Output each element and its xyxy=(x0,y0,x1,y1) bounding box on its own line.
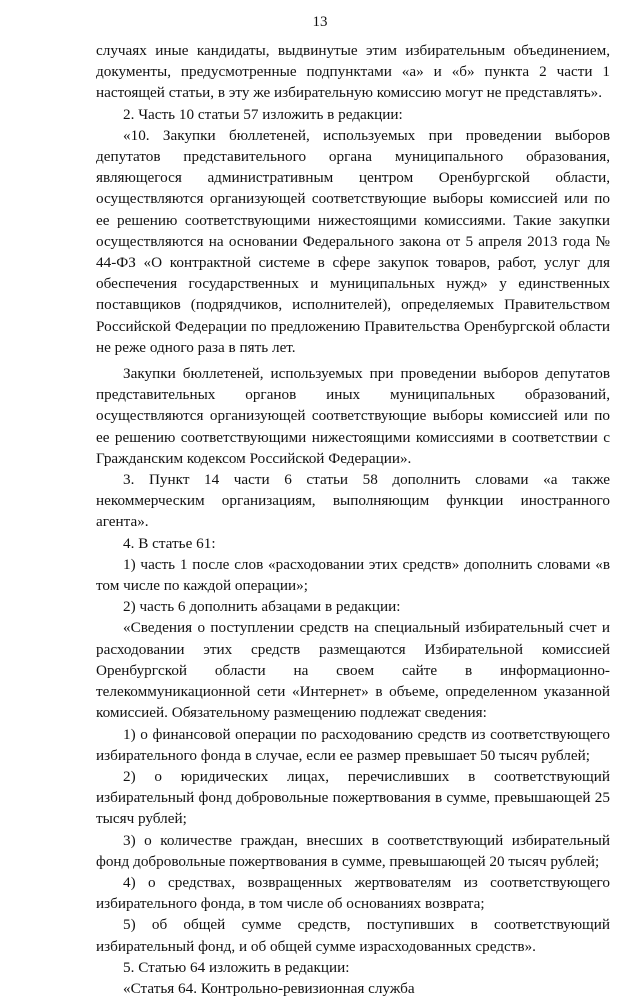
paragraph-6: 4. В статье 61: xyxy=(123,534,216,552)
paragraph-3: «10. Закупки бюллетеней, используемых при проведении выборов депутатов представительного органа муниципального образования, являющегося административным центром Оренбургской области, осуществляются организующей соответствующие выборы комиссией или по ее решению соответствующими нижестоящими комиссиями. Такие закупки осуществляются на основании Федерального закона от 5 апреля 2013 года № 44-ФЗ «О контрактной системе в сфере закупок товаров, работ, услуг для обеспечения государственных и муниципальных нужд» у единственных поставщиков (подрядчиков, исполнителей), определяемых Правительством Российской Федерации по предложению Правительства Оренбургской области не реже одного раза в пять лет. xyxy=(96,126,610,356)
paragraph-14: 5) об общей сумме средств, поступивших в соответствующий избирательный фонд, и об общей сумме израсходованных средств». xyxy=(96,916,610,955)
paragraph-1: случаях иные кандидаты, выдвинутые этим избирательным объединением, документы, предусмотренные подпунктами «а» и «б» пункта 2 части 1 настоящей статьи, в эту же избирательную комиссию могут не представлять». xyxy=(96,42,610,102)
paragraph-11: 2) о юридических лицах, перечисливших в соответствующий избирательный фонд добровольные пожертвования в сумме, превышающей 25 тысяч рублей; xyxy=(96,767,610,828)
paragraph-16: «Статья 64. Контрольно-ревизионная служба xyxy=(123,979,415,997)
paragraph-13: 4) о средствах, возвращенных жертвователям из соответствующего избирательного фонда, в том числе об основаниях возврата; xyxy=(96,873,610,913)
page-number: 13 xyxy=(312,14,328,30)
paragraph-15: 5. Статью 64 изложить в редакции: xyxy=(123,958,350,976)
paragraph-12: 3) о количестве граждан, внесших в соответствующий избирательный фонд добровольные пожертвования в сумме, превышающей 20 тысяч рублей; xyxy=(96,831,610,870)
paragraph-10: 1) о финансовой операции по расходованию средств из соответствующего избирательного фонда в случае, если ее размер превышает 50 тысяч рублей; xyxy=(96,725,610,764)
paragraph-5: 3. Пункт 14 части 6 статьи 58 дополнить словами «а также некоммерческим организациям, выполняющим функции иностранного агента». xyxy=(96,471,610,531)
paragraph-2: 2. Часть 10 статьи 57 изложить в редакции: xyxy=(123,105,403,123)
paragraph-4: Закупки бюллетеней, используемых при проведении выборов депутатов представительных органов иных муниципальных образований, осуществляются организующей соответствующие выборы комиссией или по ее решению соответствующими нижестоящими комиссиями в соответствии с Гражданским кодексом Российской Федерации». xyxy=(96,365,610,467)
paragraph-9: «Сведения о поступлении средств на специальный избирательный счет и расходовании этих средств размещаются Избирательной комиссией Оренбургской области на своем сайте в информационно-телекоммуникационной сети «Интернет» в объеме, определенном указанной комиссией. Обязательному размещению подлежат сведения: xyxy=(96,619,610,722)
document-body xyxy=(96,40,610,999)
paragraph-7: 1) часть 1 после слов «расходовании этих средств» дополнить словами «в том числе по каждой операции»; xyxy=(96,555,610,595)
paragraph-8: 2) часть 6 дополнить абзацами в редакции: xyxy=(123,598,401,616)
